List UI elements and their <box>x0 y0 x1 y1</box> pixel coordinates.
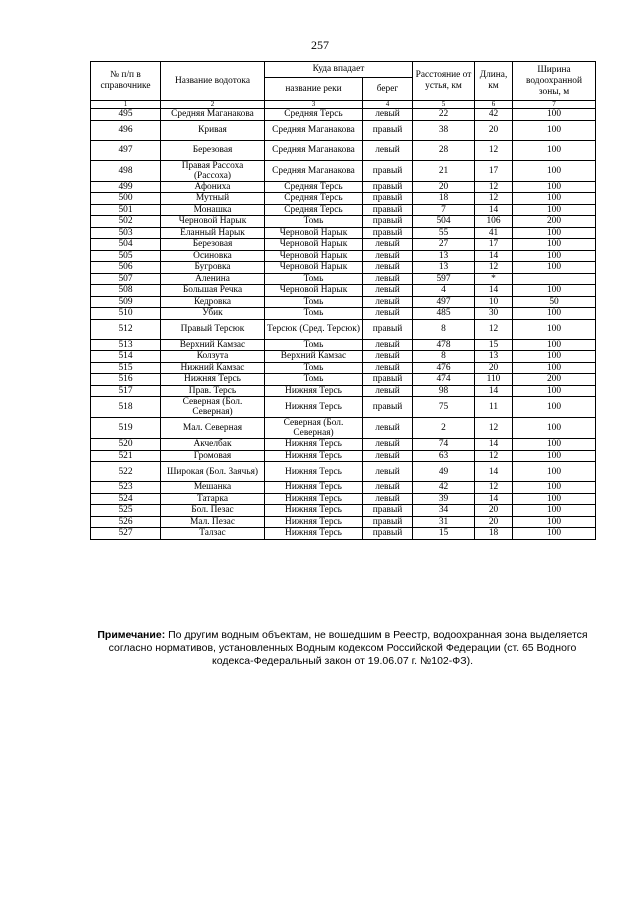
cell-length: 42 <box>475 109 513 121</box>
cell-bank: левый <box>363 109 413 121</box>
table-row <box>91 362 596 374</box>
cell-num: 518 <box>91 397 161 418</box>
cell-width: 100 <box>513 239 596 251</box>
cell-river: Томь <box>265 374 363 386</box>
cell-distance: 8 <box>413 351 475 363</box>
cell-length: 14 <box>475 250 513 262</box>
cell-river: Томь <box>265 362 363 374</box>
table-row <box>91 296 596 308</box>
cell-distance: 34 <box>413 505 475 517</box>
cell-num: 504 <box>91 239 161 251</box>
cell-bank: левый <box>363 362 413 374</box>
cell-num: 519 <box>91 418 161 439</box>
cell-length: 30 <box>475 308 513 320</box>
cell-river: Средняя Терсь <box>265 181 363 193</box>
cell-name: Еланный Нарык <box>161 227 265 239</box>
cell-bank: левый <box>363 385 413 397</box>
cell-bank: левый <box>363 250 413 262</box>
cell-name: Кедровка <box>161 296 265 308</box>
table-row <box>91 516 596 528</box>
cell-name: Татарка <box>161 493 265 505</box>
cell-bank: правый <box>363 319 413 339</box>
column-number: 1 <box>91 101 161 109</box>
cell-num: 510 <box>91 308 161 320</box>
cell-river: Средняя Терсь <box>265 109 363 121</box>
cell-num: 495 <box>91 109 161 121</box>
cell-length: 10 <box>475 296 513 308</box>
cell-distance: 20 <box>413 181 475 193</box>
table-row <box>91 450 596 462</box>
table-row <box>91 273 596 285</box>
cell-river: Верхний Камзас <box>265 351 363 363</box>
cell-length: 12 <box>475 450 513 462</box>
cell-bank: левый <box>363 439 413 451</box>
cell-distance: 63 <box>413 450 475 462</box>
cell-num: 496 <box>91 120 161 140</box>
cell-bank: правый <box>363 181 413 193</box>
cell-distance: 504 <box>413 216 475 228</box>
cell-bank: правый <box>363 204 413 216</box>
table-row <box>91 351 596 363</box>
cell-width: 100 <box>513 439 596 451</box>
cell-bank: левый <box>363 273 413 285</box>
cell-river: Черновой Нарык <box>265 250 363 262</box>
cell-num: 500 <box>91 193 161 205</box>
cell-num: 524 <box>91 493 161 505</box>
table-row <box>91 285 596 297</box>
cell-bank: правый <box>363 505 413 517</box>
water-bodies-table <box>90 61 596 540</box>
cell-length: 110 <box>475 374 513 386</box>
cell-length: 15 <box>475 339 513 351</box>
cell-num: 502 <box>91 216 161 228</box>
table-row <box>91 319 596 339</box>
cell-river: Нижняя Терсь <box>265 450 363 462</box>
cell-distance: 4 <box>413 285 475 297</box>
cell-distance: 485 <box>413 308 475 320</box>
cell-length: 106 <box>475 216 513 228</box>
table-row <box>91 227 596 239</box>
table-row <box>91 339 596 351</box>
cell-bank: левый <box>363 339 413 351</box>
cell-name: Мешанка <box>161 482 265 494</box>
cell-num: 512 <box>91 319 161 339</box>
cell-name: Северная (Бол. Северная) <box>161 397 265 418</box>
column-number: 4 <box>363 101 413 109</box>
cell-width: 100 <box>513 140 596 160</box>
cell-width: 100 <box>513 109 596 121</box>
header-flows-into: Куда впадает <box>265 62 413 78</box>
cell-bank: левый <box>363 351 413 363</box>
table-row <box>91 160 596 181</box>
cell-width: 100 <box>513 418 596 439</box>
table-row <box>91 216 596 228</box>
cell-river: Нижняя Терсь <box>265 462 363 482</box>
cell-num: 513 <box>91 339 161 351</box>
cell-num: 516 <box>91 374 161 386</box>
cell-bank: левый <box>363 140 413 160</box>
cell-name: Верхний Камзас <box>161 339 265 351</box>
cell-river: Томь <box>265 308 363 320</box>
cell-length: 12 <box>475 140 513 160</box>
cell-river: Средняя Терсь <box>265 193 363 205</box>
table-row <box>91 493 596 505</box>
cell-distance: 22 <box>413 109 475 121</box>
cell-river: Нижняя Терсь <box>265 385 363 397</box>
cell-width: 100 <box>513 516 596 528</box>
cell-width: 100 <box>513 528 596 540</box>
cell-width <box>513 273 596 285</box>
cell-name: Кривая <box>161 120 265 140</box>
page-number: 257 <box>311 38 329 52</box>
cell-bank: правый <box>363 374 413 386</box>
cell-name: Монашка <box>161 204 265 216</box>
table-row <box>91 239 596 251</box>
cell-length: 12 <box>475 193 513 205</box>
cell-distance: 27 <box>413 239 475 251</box>
cell-name: Акчелбак <box>161 439 265 451</box>
cell-length: 12 <box>475 482 513 494</box>
cell-river: Северная (Бол. Северная) <box>265 418 363 439</box>
cell-name: Большая Речка <box>161 285 265 297</box>
note-paragraph <box>90 629 595 668</box>
table-row <box>91 120 596 140</box>
cell-length: 12 <box>475 319 513 339</box>
cell-river: Нижняя Терсь <box>265 505 363 517</box>
cell-length: 20 <box>475 505 513 517</box>
cell-distance: 38 <box>413 120 475 140</box>
cell-width: 100 <box>513 339 596 351</box>
cell-name: Аленина <box>161 273 265 285</box>
cell-length: 14 <box>475 462 513 482</box>
column-number: 3 <box>265 101 363 109</box>
cell-num: 507 <box>91 273 161 285</box>
cell-width: 100 <box>513 204 596 216</box>
cell-length: 12 <box>475 181 513 193</box>
header-num: № п/п в справочнике <box>91 62 161 101</box>
cell-river: Томь <box>265 273 363 285</box>
cell-name: Осиновка <box>161 250 265 262</box>
cell-name: Бол. Пезас <box>161 505 265 517</box>
header-bank: берег <box>363 78 413 101</box>
cell-num: 527 <box>91 528 161 540</box>
cell-width: 100 <box>513 262 596 274</box>
header-distance: Расстояние от устья, км <box>413 62 475 101</box>
cell-width: 100 <box>513 181 596 193</box>
cell-name: Мал. Северная <box>161 418 265 439</box>
cell-num: 521 <box>91 450 161 462</box>
cell-distance: 15 <box>413 528 475 540</box>
cell-bank: левый <box>363 482 413 494</box>
cell-length: 13 <box>475 351 513 363</box>
cell-length: 20 <box>475 120 513 140</box>
cell-name: Березовая <box>161 239 265 251</box>
cell-name: Правая Рассоха (Рассоха) <box>161 160 265 181</box>
table-row <box>91 385 596 397</box>
note-label: Примечание: <box>97 629 166 641</box>
cell-num: 505 <box>91 250 161 262</box>
cell-length: 18 <box>475 528 513 540</box>
header-river: название реки <box>265 78 363 101</box>
cell-distance: 21 <box>413 160 475 181</box>
table-row <box>91 439 596 451</box>
cell-num: 520 <box>91 439 161 451</box>
cell-bank: левый <box>363 239 413 251</box>
cell-river: Черновой Нарык <box>265 227 363 239</box>
table-row <box>91 528 596 540</box>
cell-num: 497 <box>91 140 161 160</box>
cell-river: Черновой Нарык <box>265 262 363 274</box>
cell-river: Черновой Нарык <box>265 285 363 297</box>
cell-name: Афониха <box>161 181 265 193</box>
cell-distance: 42 <box>413 482 475 494</box>
cell-distance: 7 <box>413 204 475 216</box>
cell-length: 17 <box>475 239 513 251</box>
cell-width: 100 <box>513 362 596 374</box>
cell-river: Средняя Маганакова <box>265 120 363 140</box>
cell-bank: правый <box>363 528 413 540</box>
cell-name: Убик <box>161 308 265 320</box>
cell-num: 499 <box>91 181 161 193</box>
cell-river: Нижняя Терсь <box>265 516 363 528</box>
cell-distance: 2 <box>413 418 475 439</box>
cell-width: 100 <box>513 450 596 462</box>
cell-river: Томь <box>265 296 363 308</box>
cell-num: 501 <box>91 204 161 216</box>
cell-width: 100 <box>513 308 596 320</box>
header-width: Ширина водоохранной зоны, м <box>513 62 596 101</box>
cell-num: 525 <box>91 505 161 517</box>
table-row <box>91 109 596 121</box>
cell-bank: правый <box>363 193 413 205</box>
cell-num: 526 <box>91 516 161 528</box>
cell-distance: 478 <box>413 339 475 351</box>
cell-bank: левый <box>363 296 413 308</box>
cell-river: Нижняя Терсь <box>265 493 363 505</box>
cell-distance: 98 <box>413 385 475 397</box>
cell-distance: 8 <box>413 319 475 339</box>
cell-width: 100 <box>513 505 596 517</box>
cell-bank: правый <box>363 516 413 528</box>
cell-river: Нижняя Терсь <box>265 439 363 451</box>
table-row <box>91 397 596 418</box>
cell-width: 100 <box>513 193 596 205</box>
cell-length: 14 <box>475 439 513 451</box>
cell-name: Мутный <box>161 193 265 205</box>
cell-bank: правый <box>363 216 413 228</box>
column-number: 6 <box>475 101 513 109</box>
cell-num: 522 <box>91 462 161 482</box>
note-text: По другим водным объектам, не вошедшим в Реестр, водоохранная зона выделяется согласно нормативов, установленных Водным кодексом Российской Федерации (ст. 65 Водного кодекса-Федеральный закон от 19.06.07 г. №102-ФЗ). <box>108 629 588 667</box>
cell-river: Терсюк (Сред. Терсюк) <box>265 319 363 339</box>
cell-length: 14 <box>475 285 513 297</box>
cell-width: 50 <box>513 296 596 308</box>
cell-name: Правый Терсюк <box>161 319 265 339</box>
cell-distance: 13 <box>413 250 475 262</box>
cell-length: * <box>475 273 513 285</box>
cell-distance: 49 <box>413 462 475 482</box>
cell-name: Нижняя Терсь <box>161 374 265 386</box>
cell-width: 100 <box>513 227 596 239</box>
table-row <box>91 462 596 482</box>
table-row <box>91 262 596 274</box>
table-row <box>91 204 596 216</box>
cell-length: 14 <box>475 204 513 216</box>
cell-distance: 39 <box>413 493 475 505</box>
table-row <box>91 482 596 494</box>
column-number: 2 <box>161 101 265 109</box>
cell-name: Черновой Нарык <box>161 216 265 228</box>
cell-length: 11 <box>475 397 513 418</box>
cell-river: Нижняя Терсь <box>265 397 363 418</box>
table-row <box>91 140 596 160</box>
header-length: Длина, км <box>475 62 513 101</box>
table-row <box>91 418 596 439</box>
cell-width: 100 <box>513 319 596 339</box>
column-number: 5 <box>413 101 475 109</box>
cell-distance: 13 <box>413 262 475 274</box>
table-row <box>91 181 596 193</box>
header-name: Название водотока <box>161 62 265 101</box>
cell-distance: 28 <box>413 140 475 160</box>
column-number: 7 <box>513 101 596 109</box>
cell-river: Нижняя Терсь <box>265 482 363 494</box>
table-row <box>91 374 596 386</box>
cell-bank: левый <box>363 308 413 320</box>
cell-name: Бугровка <box>161 262 265 274</box>
cell-width: 200 <box>513 374 596 386</box>
table-row <box>91 505 596 517</box>
cell-river: Томь <box>265 216 363 228</box>
cell-num: 523 <box>91 482 161 494</box>
column-numbers-row <box>91 101 596 109</box>
cell-width: 100 <box>513 493 596 505</box>
cell-num: 509 <box>91 296 161 308</box>
cell-distance: 75 <box>413 397 475 418</box>
cell-bank: левый <box>363 462 413 482</box>
cell-width: 100 <box>513 482 596 494</box>
table-row <box>91 193 596 205</box>
cell-bank: левый <box>363 450 413 462</box>
cell-num: 503 <box>91 227 161 239</box>
cell-bank: правый <box>363 227 413 239</box>
cell-width: 200 <box>513 216 596 228</box>
table-row <box>91 250 596 262</box>
cell-width: 100 <box>513 120 596 140</box>
cell-name: Громовая <box>161 450 265 462</box>
cell-num: 506 <box>91 262 161 274</box>
cell-width: 100 <box>513 160 596 181</box>
cell-bank: левый <box>363 493 413 505</box>
cell-name: Березовая <box>161 140 265 160</box>
cell-distance: 476 <box>413 362 475 374</box>
cell-name: Колзута <box>161 351 265 363</box>
cell-name: Мал. Пезас <box>161 516 265 528</box>
cell-width: 100 <box>513 385 596 397</box>
cell-distance: 74 <box>413 439 475 451</box>
cell-river: Томь <box>265 339 363 351</box>
cell-length: 20 <box>475 362 513 374</box>
cell-distance: 597 <box>413 273 475 285</box>
cell-distance: 474 <box>413 374 475 386</box>
cell-bank: правый <box>363 397 413 418</box>
cell-name: Широкая (Бол. Заячья) <box>161 462 265 482</box>
cell-num: 514 <box>91 351 161 363</box>
cell-bank: правый <box>363 120 413 140</box>
cell-num: 498 <box>91 160 161 181</box>
cell-length: 41 <box>475 227 513 239</box>
table-row <box>91 308 596 320</box>
cell-width: 100 <box>513 397 596 418</box>
cell-distance: 31 <box>413 516 475 528</box>
cell-name: Талзас <box>161 528 265 540</box>
cell-name: Прав. Терсь <box>161 385 265 397</box>
cell-river: Нижняя Терсь <box>265 528 363 540</box>
cell-river: Средняя Маганакова <box>265 140 363 160</box>
cell-bank: левый <box>363 262 413 274</box>
cell-bank: левый <box>363 418 413 439</box>
cell-width: 100 <box>513 250 596 262</box>
cell-bank: левый <box>363 285 413 297</box>
cell-length: 20 <box>475 516 513 528</box>
cell-width: 100 <box>513 285 596 297</box>
cell-num: 515 <box>91 362 161 374</box>
cell-length: 12 <box>475 418 513 439</box>
cell-length: 12 <box>475 262 513 274</box>
cell-length: 17 <box>475 160 513 181</box>
cell-num: 508 <box>91 285 161 297</box>
cell-width: 100 <box>513 351 596 363</box>
cell-length: 14 <box>475 385 513 397</box>
cell-distance: 18 <box>413 193 475 205</box>
cell-river: Черновой Нарык <box>265 239 363 251</box>
cell-width: 100 <box>513 462 596 482</box>
cell-name: Средняя Маганакова <box>161 109 265 121</box>
cell-distance: 497 <box>413 296 475 308</box>
cell-river: Средняя Маганакова <box>265 160 363 181</box>
cell-name: Нижний Камзас <box>161 362 265 374</box>
cell-distance: 55 <box>413 227 475 239</box>
cell-num: 517 <box>91 385 161 397</box>
water-bodies-table-wrap <box>90 61 595 540</box>
cell-bank: правый <box>363 160 413 181</box>
cell-length: 14 <box>475 493 513 505</box>
cell-river: Средняя Терсь <box>265 204 363 216</box>
